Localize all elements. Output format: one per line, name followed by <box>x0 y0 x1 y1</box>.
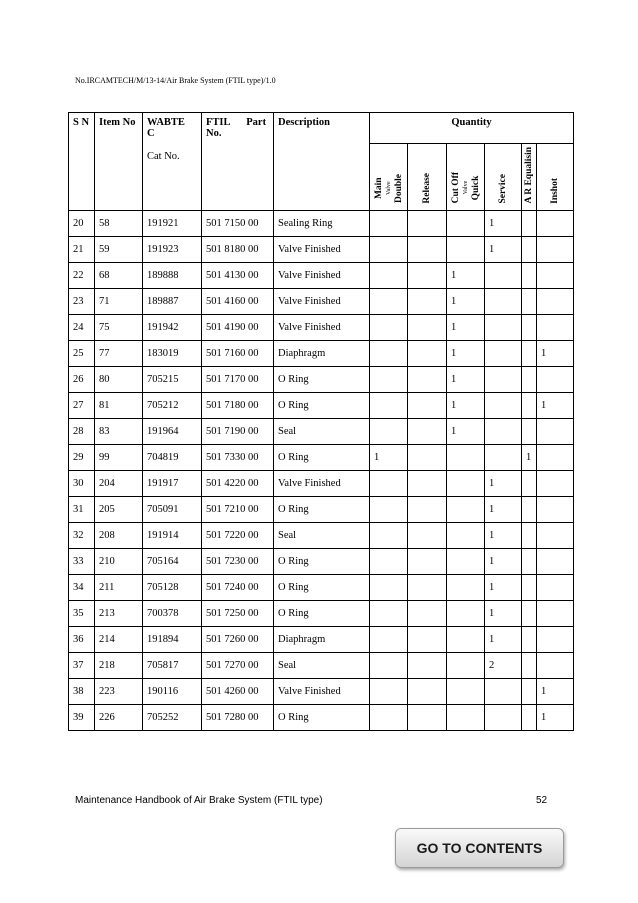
cell-quantity: 1 <box>537 704 574 730</box>
cell-ftil-part-no: 501 7220 00 <box>202 522 274 548</box>
cell-wabtec-cat-no: 183019 <box>143 340 202 366</box>
cell-quantity <box>408 496 447 522</box>
cell-quantity: 1 <box>447 314 485 340</box>
cell-quantity <box>522 470 537 496</box>
cell-quantity <box>522 210 537 236</box>
cell-description: Seal <box>274 652 370 678</box>
header-wabtec-line2: C <box>147 128 155 139</box>
cell-wabtec-cat-no: 705164 <box>143 548 202 574</box>
cell-quantity <box>537 470 574 496</box>
cell-quantity <box>485 704 522 730</box>
cell-sn: 23 <box>69 288 95 314</box>
header-qty-service: Service <box>485 144 522 211</box>
cell-ftil-part-no: 501 7190 00 <box>202 418 274 444</box>
cell-quantity <box>408 626 447 652</box>
cell-quantity <box>408 262 447 288</box>
cell-quantity: 1 <box>370 444 408 470</box>
cell-quantity <box>522 314 537 340</box>
cell-quantity <box>485 366 522 392</box>
cell-ftil-part-no: 501 7230 00 <box>202 548 274 574</box>
cell-quantity <box>370 522 408 548</box>
cell-sn: 24 <box>69 314 95 340</box>
cell-quantity: 1 <box>485 236 522 262</box>
cell-quantity <box>447 626 485 652</box>
cell-quantity <box>370 262 408 288</box>
table-row <box>69 496 574 522</box>
cell-sn: 30 <box>69 470 95 496</box>
go-to-contents-button[interactable]: GO TO CONTENTS <box>395 828 564 868</box>
cell-quantity <box>370 600 408 626</box>
cell-quantity <box>370 626 408 652</box>
cell-sn: 31 <box>69 496 95 522</box>
table-row <box>69 418 574 444</box>
cell-quantity <box>485 340 522 366</box>
cell-description: O Ring <box>274 444 370 470</box>
cell-quantity: 1 <box>485 470 522 496</box>
cell-wabtec-cat-no: 705128 <box>143 574 202 600</box>
cell-quantity <box>408 600 447 626</box>
cell-sn: 33 <box>69 548 95 574</box>
table-row <box>69 704 574 730</box>
cell-item-no: 83 <box>95 418 143 444</box>
cell-item-no: 218 <box>95 652 143 678</box>
cell-description: Seal <box>274 418 370 444</box>
header-qty-cut-off-valve-quick: Cut Off Valve Quick <box>447 144 485 211</box>
cell-ftil-part-no: 501 7160 00 <box>202 340 274 366</box>
header-description: Description <box>274 113 370 211</box>
cell-quantity <box>537 314 574 340</box>
cell-quantity <box>485 678 522 704</box>
cell-ftil-part-no: 501 4260 00 <box>202 678 274 704</box>
header-wabtec-cat-no <box>143 113 202 211</box>
header-sn: S N <box>69 113 95 211</box>
cell-quantity: 1 <box>447 262 485 288</box>
cell-quantity <box>537 418 574 444</box>
cell-wabtec-cat-no: 705212 <box>143 392 202 418</box>
cell-wabtec-cat-no: 189887 <box>143 288 202 314</box>
cell-wabtec-cat-no: 191942 <box>143 314 202 340</box>
cell-quantity: 1 <box>447 288 485 314</box>
cell-wabtec-cat-no: 700378 <box>143 600 202 626</box>
cell-quantity <box>408 418 447 444</box>
cell-sn: 29 <box>69 444 95 470</box>
cell-quantity: 1 <box>485 522 522 548</box>
cell-quantity <box>537 262 574 288</box>
table-row <box>69 236 574 262</box>
cell-quantity <box>408 704 447 730</box>
cell-quantity <box>537 288 574 314</box>
cell-sn: 37 <box>69 652 95 678</box>
cell-quantity <box>370 652 408 678</box>
cell-description: O Ring <box>274 574 370 600</box>
cell-description: O Ring <box>274 704 370 730</box>
cell-quantity <box>522 496 537 522</box>
cell-quantity <box>537 522 574 548</box>
cell-quantity: 1 <box>485 626 522 652</box>
cell-quantity <box>447 704 485 730</box>
cell-sn: 36 <box>69 626 95 652</box>
cell-item-no: 226 <box>95 704 143 730</box>
cell-quantity <box>522 600 537 626</box>
cell-wabtec-cat-no: 705252 <box>143 704 202 730</box>
cell-quantity <box>370 392 408 418</box>
cell-quantity: 1 <box>447 366 485 392</box>
cell-quantity <box>408 314 447 340</box>
cell-quantity <box>370 496 408 522</box>
table-header-row <box>69 113 574 144</box>
cell-quantity <box>370 366 408 392</box>
cell-description: Sealing Ring <box>274 210 370 236</box>
cell-quantity <box>485 314 522 340</box>
cell-ftil-part-no: 501 4130 00 <box>202 262 274 288</box>
header-ftil-part-no <box>202 113 274 211</box>
cell-quantity <box>447 522 485 548</box>
cell-quantity <box>447 444 485 470</box>
cell-description: O Ring <box>274 600 370 626</box>
cell-description: Diaphragm <box>274 626 370 652</box>
cell-item-no: 71 <box>95 288 143 314</box>
cell-quantity <box>537 626 574 652</box>
cell-quantity <box>447 548 485 574</box>
cell-ftil-part-no: 501 7170 00 <box>202 366 274 392</box>
cell-quantity <box>522 652 537 678</box>
table-row <box>69 444 574 470</box>
cell-description: O Ring <box>274 392 370 418</box>
cell-description: Diaphragm <box>274 340 370 366</box>
table-row <box>69 392 574 418</box>
table-row <box>69 600 574 626</box>
table-row <box>69 678 574 704</box>
cell-quantity: 2 <box>485 652 522 678</box>
cell-quantity: 1 <box>537 340 574 366</box>
cell-quantity <box>537 600 574 626</box>
cell-quantity <box>522 574 537 600</box>
cell-quantity <box>408 236 447 262</box>
cell-quantity <box>485 288 522 314</box>
cell-quantity <box>537 548 574 574</box>
header-qty-release: Release <box>408 144 447 211</box>
cell-ftil-part-no: 501 7150 00 <box>202 210 274 236</box>
cell-quantity <box>537 652 574 678</box>
header-wabtec-line3: Cat No. <box>147 151 180 162</box>
cell-wabtec-cat-no: 705817 <box>143 652 202 678</box>
cell-item-no: 213 <box>95 600 143 626</box>
table-row <box>69 288 574 314</box>
cell-description: Valve Finished <box>274 470 370 496</box>
cell-quantity: 1 <box>522 444 537 470</box>
cell-description: O Ring <box>274 366 370 392</box>
cell-quantity <box>370 236 408 262</box>
cell-quantity: 1 <box>485 600 522 626</box>
cell-item-no: 68 <box>95 262 143 288</box>
cell-wabtec-cat-no: 191964 <box>143 418 202 444</box>
cell-quantity <box>537 574 574 600</box>
cell-item-no: 208 <box>95 522 143 548</box>
table-body <box>69 210 574 730</box>
cell-wabtec-cat-no: 191894 <box>143 626 202 652</box>
cell-quantity <box>447 574 485 600</box>
header-wabtec-line1: WABTE <box>147 117 185 128</box>
cell-quantity <box>522 340 537 366</box>
cell-quantity <box>370 574 408 600</box>
cell-quantity <box>537 236 574 262</box>
cell-item-no: 77 <box>95 340 143 366</box>
cell-wabtec-cat-no: 705215 <box>143 366 202 392</box>
cell-quantity <box>522 418 537 444</box>
cell-wabtec-cat-no: 191917 <box>143 470 202 496</box>
cell-description: O Ring <box>274 548 370 574</box>
cell-quantity <box>447 652 485 678</box>
cell-quantity: 1 <box>485 496 522 522</box>
cell-quantity <box>447 470 485 496</box>
cell-quantity: 1 <box>485 548 522 574</box>
cell-quantity <box>370 418 408 444</box>
cell-quantity <box>537 496 574 522</box>
cell-quantity: 1 <box>447 392 485 418</box>
cell-quantity <box>522 704 537 730</box>
cell-item-no: 204 <box>95 470 143 496</box>
page-number: 52 <box>536 795 548 806</box>
cell-sn: 27 <box>69 392 95 418</box>
table-row <box>69 340 574 366</box>
cell-quantity <box>408 548 447 574</box>
cell-quantity <box>370 470 408 496</box>
cell-quantity <box>522 288 537 314</box>
table-row <box>69 262 574 288</box>
cell-description: Valve Finished <box>274 288 370 314</box>
cell-sn: 20 <box>69 210 95 236</box>
cell-wabtec-cat-no: 191921 <box>143 210 202 236</box>
table-row <box>69 470 574 496</box>
cell-wabtec-cat-no: 189888 <box>143 262 202 288</box>
cell-item-no: 99 <box>95 444 143 470</box>
cell-item-no: 211 <box>95 574 143 600</box>
cell-sn: 32 <box>69 522 95 548</box>
header-item-no: Item No <box>95 113 143 211</box>
cell-description: Valve Finished <box>274 314 370 340</box>
table-row <box>69 652 574 678</box>
cell-quantity <box>408 522 447 548</box>
header-qty-inshot: Inshot <box>537 144 574 211</box>
cell-ftil-part-no: 501 4220 00 <box>202 470 274 496</box>
cell-ftil-part-no: 501 4160 00 <box>202 288 274 314</box>
cell-quantity: 1 <box>447 418 485 444</box>
table-row <box>69 366 574 392</box>
header-qty-ar-equalising: A R Equalisin <box>522 144 537 211</box>
cell-quantity <box>522 262 537 288</box>
header-ftil-line1: FTIL <box>206 117 231 128</box>
cell-quantity <box>485 392 522 418</box>
cell-quantity <box>408 678 447 704</box>
cell-quantity <box>408 574 447 600</box>
cell-quantity <box>408 392 447 418</box>
cell-sn: 39 <box>69 704 95 730</box>
table-row <box>69 314 574 340</box>
cell-item-no: 214 <box>95 626 143 652</box>
cell-quantity <box>522 366 537 392</box>
header-ftil-line2: Part <box>246 117 267 128</box>
cell-ftil-part-no: 501 8180 00 <box>202 236 274 262</box>
cell-quantity <box>522 626 537 652</box>
cell-description: Valve Finished <box>274 236 370 262</box>
cell-sn: 34 <box>69 574 95 600</box>
cell-quantity: 1 <box>537 678 574 704</box>
cell-quantity <box>370 288 408 314</box>
cell-quantity <box>370 678 408 704</box>
cell-quantity <box>522 522 537 548</box>
cell-item-no: 81 <box>95 392 143 418</box>
cell-quantity <box>522 548 537 574</box>
cell-sn: 21 <box>69 236 95 262</box>
cell-quantity <box>447 236 485 262</box>
cell-wabtec-cat-no: 704819 <box>143 444 202 470</box>
cell-quantity: 1 <box>485 574 522 600</box>
cell-description: Seal <box>274 522 370 548</box>
cell-item-no: 58 <box>95 210 143 236</box>
table-row <box>69 548 574 574</box>
cell-quantity <box>408 210 447 236</box>
cell-quantity <box>485 262 522 288</box>
cell-quantity <box>537 366 574 392</box>
cell-ftil-part-no: 501 7270 00 <box>202 652 274 678</box>
cell-quantity <box>537 210 574 236</box>
table-row <box>69 626 574 652</box>
cell-quantity <box>370 210 408 236</box>
footer-title: Maintenance Handbook of Air Brake System (FTIL type) <box>75 795 323 806</box>
header-ftil-line3: No. <box>206 128 222 139</box>
cell-ftil-part-no: 501 7240 00 <box>202 574 274 600</box>
cell-quantity: 1 <box>485 210 522 236</box>
cell-quantity <box>370 704 408 730</box>
cell-quantity: 1 <box>537 392 574 418</box>
cell-quantity <box>522 392 537 418</box>
cell-ftil-part-no: 501 7260 00 <box>202 626 274 652</box>
cell-item-no: 80 <box>95 366 143 392</box>
cell-quantity <box>447 600 485 626</box>
cell-wabtec-cat-no: 705091 <box>143 496 202 522</box>
cell-quantity <box>370 314 408 340</box>
cell-sn: 25 <box>69 340 95 366</box>
cell-quantity <box>522 236 537 262</box>
cell-quantity <box>537 444 574 470</box>
cell-quantity <box>485 444 522 470</box>
cell-ftil-part-no: 501 7180 00 <box>202 392 274 418</box>
cell-sn: 28 <box>69 418 95 444</box>
cell-ftil-part-no: 501 7280 00 <box>202 704 274 730</box>
cell-quantity <box>522 678 537 704</box>
cell-sn: 38 <box>69 678 95 704</box>
cell-quantity <box>408 652 447 678</box>
cell-ftil-part-no: 501 7210 00 <box>202 496 274 522</box>
table-row <box>69 210 574 236</box>
cell-item-no: 75 <box>95 314 143 340</box>
header-qty-main-valve-double: Main Valve Double <box>370 144 408 211</box>
cell-ftil-part-no: 501 7330 00 <box>202 444 274 470</box>
cell-quantity: 1 <box>447 340 485 366</box>
table-row <box>69 522 574 548</box>
cell-item-no: 210 <box>95 548 143 574</box>
cell-quantity <box>485 418 522 444</box>
cell-description: O Ring <box>274 496 370 522</box>
document-reference: No.IRCAMTECH/M/13-14/Air Brake System (FTIL type)/1.0 <box>75 76 276 85</box>
cell-quantity <box>408 444 447 470</box>
parts-table <box>68 112 574 731</box>
cell-item-no: 223 <box>95 678 143 704</box>
cell-ftil-part-no: 501 4190 00 <box>202 314 274 340</box>
cell-quantity <box>370 548 408 574</box>
cell-quantity <box>447 496 485 522</box>
cell-ftil-part-no: 501 7250 00 <box>202 600 274 626</box>
header-quantity: Quantity <box>370 113 574 144</box>
cell-description: Valve Finished <box>274 262 370 288</box>
cell-item-no: 59 <box>95 236 143 262</box>
cell-quantity <box>408 470 447 496</box>
cell-quantity <box>370 340 408 366</box>
cell-sn: 22 <box>69 262 95 288</box>
cell-sn: 26 <box>69 366 95 392</box>
cell-item-no: 205 <box>95 496 143 522</box>
cell-wabtec-cat-no: 190116 <box>143 678 202 704</box>
cell-sn: 35 <box>69 600 95 626</box>
cell-quantity <box>408 340 447 366</box>
cell-quantity <box>447 678 485 704</box>
cell-description: Valve Finished <box>274 678 370 704</box>
cell-quantity <box>408 366 447 392</box>
cell-wabtec-cat-no: 191923 <box>143 236 202 262</box>
cell-wabtec-cat-no: 191914 <box>143 522 202 548</box>
cell-quantity <box>447 210 485 236</box>
cell-quantity <box>408 288 447 314</box>
table-row <box>69 574 574 600</box>
